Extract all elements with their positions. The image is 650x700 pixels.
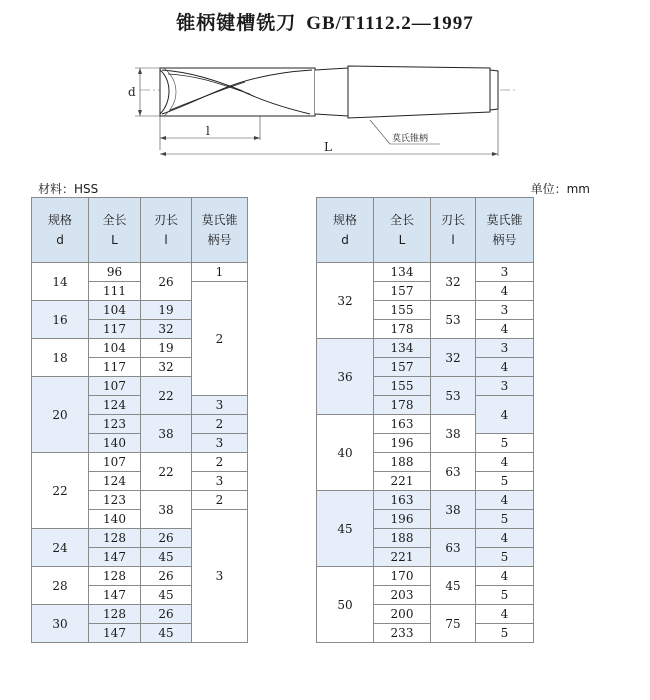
cell-L: 188 xyxy=(374,453,431,472)
cell-d: 24 xyxy=(32,529,89,567)
table-row xyxy=(317,263,534,282)
header-d: 规格 d xyxy=(32,198,89,263)
unit-label: 单位：mm xyxy=(530,182,590,196)
cell-L: 134 xyxy=(374,339,431,358)
cell-morse: 5 xyxy=(476,624,534,643)
cell-d: 18 xyxy=(32,339,89,377)
cell-morse: 4 xyxy=(476,320,534,339)
cell-L: 203 xyxy=(374,586,431,605)
cell-l: 38 xyxy=(141,415,192,453)
cell-L: 178 xyxy=(374,320,431,339)
cell-L: 147 xyxy=(89,548,141,567)
table-header-row xyxy=(32,198,248,263)
header-l: 刃长 l xyxy=(141,198,192,263)
cell-morse: 3 xyxy=(476,339,534,358)
cell-morse: 2 xyxy=(192,282,248,396)
cell-morse: 4 xyxy=(476,358,534,377)
cell-d: 50 xyxy=(317,567,374,643)
cell-d: 22 xyxy=(32,453,89,529)
title-standard: GB/T1112.2—1997 xyxy=(306,13,474,34)
cell-L: 117 xyxy=(89,358,141,377)
cell-L: 188 xyxy=(374,529,431,548)
label-shank: 莫氏锥柄 xyxy=(392,134,429,144)
cell-l: 32 xyxy=(141,358,192,377)
cell-morse: 4 xyxy=(476,567,534,586)
cell-L: 117 xyxy=(89,320,141,339)
cell-d: 32 xyxy=(317,263,374,339)
cell-morse: 3 xyxy=(192,434,248,453)
header-l: 刃长 l xyxy=(431,198,476,263)
table-header-row xyxy=(317,198,534,263)
cell-morse: 5 xyxy=(476,434,534,453)
cell-morse: 3 xyxy=(192,510,248,643)
spec-table-left xyxy=(31,197,248,643)
cell-l: 75 xyxy=(431,605,476,643)
cell-L: 221 xyxy=(374,548,431,567)
cell-L: 157 xyxy=(374,282,431,301)
cell-morse: 3 xyxy=(192,472,248,491)
cell-L: 196 xyxy=(374,434,431,453)
cell-morse: 2 xyxy=(192,415,248,434)
cell-L: 104 xyxy=(89,301,141,320)
header-L: 全长 L xyxy=(374,198,431,263)
cell-L: 157 xyxy=(374,358,431,377)
cell-l: 38 xyxy=(431,491,476,529)
title-cn: 锥柄键槽铣刀 xyxy=(176,12,297,34)
cell-morse: 3 xyxy=(476,377,534,396)
cell-l: 26 xyxy=(141,529,192,548)
cell-morse: 3 xyxy=(476,301,534,320)
cell-morse: 5 xyxy=(476,472,534,491)
cell-l: 63 xyxy=(431,529,476,567)
material-label: 材料：HSS xyxy=(38,182,99,196)
table-row xyxy=(317,567,534,586)
cell-l: 32 xyxy=(141,320,192,339)
cell-morse: 3 xyxy=(476,263,534,282)
cell-L: 178 xyxy=(374,396,431,415)
page-title xyxy=(0,8,650,35)
cell-l: 26 xyxy=(141,567,192,586)
cell-morse: 1 xyxy=(192,263,248,282)
cell-morse: 2 xyxy=(192,491,248,510)
cell-L: 128 xyxy=(89,605,141,624)
cell-L: 155 xyxy=(374,377,431,396)
cell-l: 45 xyxy=(141,548,192,567)
cell-l: 26 xyxy=(141,263,192,301)
cell-L: 111 xyxy=(89,282,141,301)
cell-L: 107 xyxy=(89,453,141,472)
cell-L: 107 xyxy=(89,377,141,396)
cell-L: 140 xyxy=(89,510,141,529)
table-row xyxy=(32,263,248,282)
cell-l: 19 xyxy=(141,301,192,320)
cell-L: 124 xyxy=(89,472,141,491)
label-l: l xyxy=(206,124,210,138)
cell-l: 53 xyxy=(431,377,476,415)
cell-L: 163 xyxy=(374,415,431,434)
cell-L: 96 xyxy=(89,263,141,282)
cell-l: 38 xyxy=(431,415,476,453)
cell-l: 26 xyxy=(141,605,192,624)
cell-L: 147 xyxy=(89,624,141,643)
cell-d: 30 xyxy=(32,605,89,643)
cell-L: 196 xyxy=(374,510,431,529)
cell-morse: 4 xyxy=(476,453,534,472)
label-L: L xyxy=(324,140,332,154)
header-d: 规格 d xyxy=(317,198,374,263)
cell-L: 134 xyxy=(374,263,431,282)
cell-L: 233 xyxy=(374,624,431,643)
cell-L: 155 xyxy=(374,301,431,320)
table-row xyxy=(317,491,534,510)
cell-l: 38 xyxy=(141,491,192,529)
cell-morse: 4 xyxy=(476,605,534,624)
cell-morse: 4 xyxy=(476,529,534,548)
cell-morse: 3 xyxy=(192,396,248,415)
cell-L: 163 xyxy=(374,491,431,510)
cell-d: 16 xyxy=(32,301,89,339)
cell-morse: 2 xyxy=(192,453,248,472)
end-mill-drawing xyxy=(120,50,520,170)
cell-d: 20 xyxy=(32,377,89,453)
cell-L: 200 xyxy=(374,605,431,624)
cell-L: 104 xyxy=(89,339,141,358)
cell-morse: 5 xyxy=(476,586,534,605)
cell-morse: 4 xyxy=(476,491,534,510)
cell-L: 128 xyxy=(89,529,141,548)
cell-l: 45 xyxy=(141,624,192,643)
cell-l: 53 xyxy=(431,301,476,339)
cell-L: 123 xyxy=(89,415,141,434)
cell-L: 170 xyxy=(374,567,431,586)
cell-morse: 5 xyxy=(476,510,534,529)
cell-morse: 4 xyxy=(476,396,534,434)
header-morse: 莫氏锥 柄号 xyxy=(192,198,248,263)
cell-l: 19 xyxy=(141,339,192,358)
cell-L: 140 xyxy=(89,434,141,453)
cell-d: 14 xyxy=(32,263,89,301)
table-row xyxy=(317,339,534,358)
cell-morse: 5 xyxy=(476,548,534,567)
cell-l: 22 xyxy=(141,377,192,415)
cell-morse: 4 xyxy=(476,282,534,301)
cell-L: 123 xyxy=(89,491,141,510)
label-d: d xyxy=(128,85,136,99)
cell-d: 36 xyxy=(317,339,374,415)
cell-l: 45 xyxy=(431,567,476,605)
header-morse: 莫氏锥 柄号 xyxy=(476,198,534,263)
cell-L: 221 xyxy=(374,472,431,491)
cell-L: 128 xyxy=(89,567,141,586)
spec-table-right xyxy=(316,197,534,643)
table-row xyxy=(32,453,248,472)
cell-l: 32 xyxy=(431,263,476,301)
cell-l: 63 xyxy=(431,453,476,491)
cell-d: 28 xyxy=(32,567,89,605)
cell-l: 45 xyxy=(141,586,192,605)
cell-l: 32 xyxy=(431,339,476,377)
cell-d: 45 xyxy=(317,491,374,567)
header-L: 全长 L xyxy=(89,198,141,263)
cell-L: 124 xyxy=(89,396,141,415)
cell-L: 147 xyxy=(89,586,141,605)
cell-l: 22 xyxy=(141,453,192,491)
cell-d: 40 xyxy=(317,415,374,491)
